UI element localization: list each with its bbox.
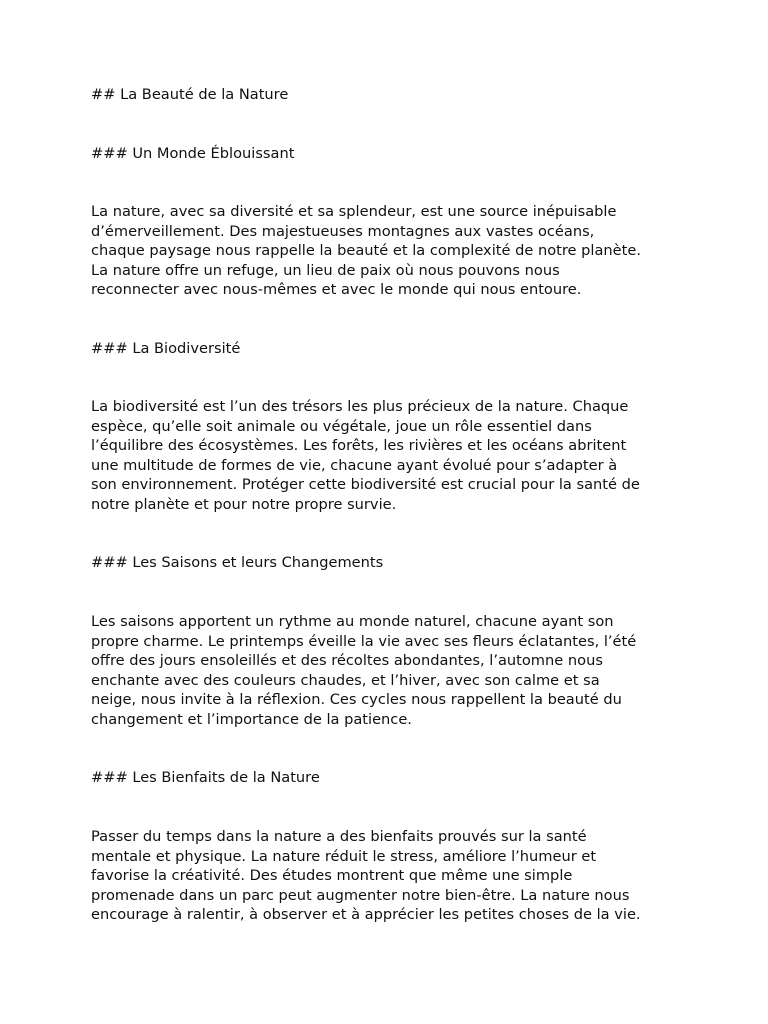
paragraph-line: chaque paysage nous rappelle la beauté et la complexité de notre planète. — [91, 242, 641, 260]
section-heading-bienfaits: ### Les Bienfaits de la Nature — [91, 769, 320, 786]
paragraph-line: espèce, qu’elle soit animale ou végétale, joue un rôle essentiel dans — [91, 417, 592, 435]
paragraph-line: propre charme. Le printemps éveille la vie avec ses fleurs éclatantes, l’été — [91, 632, 637, 650]
paragraph-line: d’émerveillement. Des majestueuses montagnes aux vastes océans, — [91, 222, 595, 240]
paragraph-line: Les saisons apportent un rythme au monde naturel, chacune ayant son — [91, 613, 614, 630]
section-paragraph-biodiversite — [91, 397, 691, 515]
section-paragraph-saisons — [91, 612, 691, 730]
paragraph-line: notre planète et pour notre propre survie. — [91, 495, 397, 513]
paragraph-line: Passer du temps dans la nature a des bienfaits prouvés sur la santé — [91, 828, 587, 845]
section-heading-un-monde: ### Un Monde Éblouissant — [91, 145, 295, 162]
paragraph-line: l’équilibre des écosystèmes. Les forêts, les rivières et les océans abritent — [91, 437, 627, 455]
paragraph-line: favorise la créativité. Des études montrent que même une simple — [91, 867, 573, 885]
paragraph-line: offre des jours ensoleillés et des récoltes abondantes, l’automne nous — [91, 652, 603, 670]
paragraph-line: reconnecter avec nous-mêmes et avec le monde qui nous entoure. — [91, 281, 582, 299]
paragraph-line: une multitude de formes de vie, chacune ayant évolué pour s’adapter à — [91, 456, 618, 474]
section-paragraph-bienfaits — [91, 827, 691, 925]
paragraph-line: La nature offre un refuge, un lieu de paix où nous pouvons nous — [91, 261, 560, 279]
paragraph-line: mentale et physique. La nature réduit le stress, améliore l’humeur et — [91, 847, 597, 865]
paragraph-line: enchante avec des couleurs chaudes, et l’hiver, avec son calme et sa — [91, 671, 600, 689]
paragraph-line: promenade dans un parc peut augmenter notre bien-être. La nature nous — [91, 886, 630, 904]
paragraph-line: La nature, avec sa diversité et sa splendeur, est une source inépuisable — [91, 203, 617, 220]
section-heading-saisons: ### Les Saisons et leurs Changements — [91, 554, 384, 571]
paragraph-line: son environnement. Protéger cette biodiversité est crucial pour la santé de — [91, 476, 640, 494]
paragraph-line: La biodiversité est l’un des trésors les plus précieux de la nature. Chaque — [91, 398, 629, 415]
paragraph-line: encourage à ralentir, à observer et à apprécier les petites choses de la vie. — [91, 906, 641, 924]
section-heading-biodiversite: ### La Biodiversité — [91, 340, 241, 357]
section-paragraph-un-monde — [91, 202, 691, 300]
document-title: ## La Beauté de la Nature — [91, 86, 289, 103]
paragraph-line: neige, nous invite à la réflexion. Ces cycles nous rappellent la beauté du — [91, 691, 622, 709]
paragraph-line: changement et l’importance de la patience. — [91, 710, 412, 728]
